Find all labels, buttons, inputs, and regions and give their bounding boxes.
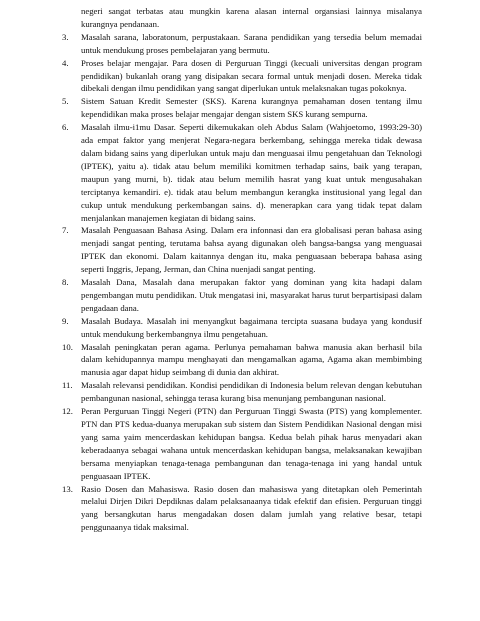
list-item-text: Masalah ilmu-i1mu Dasar. Seperti dikemukakan oleh Abdus Salam (Wahjoetomo, 1993:29-30) ada empat faktor yang menjerat Negara-negara berkembang, sehingga mereka tidak dewasa dalam bidang sains yang diperlukan untuk maju dan menguasai ilmu pengetahuan dan Teknologi (IPTEK), yaitu a). tidak atau belum memiliki komitmen terhadap sains, baik yang terapan, maupun yang murni, b). tidak atau belum memilih hasrat yang kuat untuk mengusahakan terciptanya kemandiri. e). tidak atau belum membangun kerangka institusional yang legal dan cukup untuk mendukung perkembangan sains. d). menerapkan cara yang tidak tepat dalam menjalankan manajemen kegiatan di bidang sains. [81, 122, 422, 223]
list-item [62, 276, 422, 315]
list-item-number: 10. [62, 341, 73, 352]
list-item [62, 405, 422, 482]
list-item-number: 5. [62, 96, 69, 107]
list-item [62, 121, 422, 224]
list-item [62, 31, 422, 57]
list-item-text: Masalah Budaya. Masalah ini menyangkut bagaimana tercipta suasana budaya yang kondusif untuk mendukung berkembangnya ilmu pengetahuan. [81, 315, 422, 339]
list-item-text: Sistem Satuan Kredit Semester (SKS). Karena kurangnya pemahaman dosen tentang ilmu kependidikan maka proses belajar mengajar dengan sistem SKS kurang sempurna. [81, 96, 422, 120]
list-item-number: 6. [62, 122, 69, 133]
list-item-text: Masalah sarana, laboratonum, perpustakaan. Sarana pendidikan yang tersedia belum memadai untuk mendukung proses pembelajaran yang bermutu. [81, 31, 422, 55]
list-item-text: Peran Perguruan Tinggi Negeri (PTN) dan Perguruan Tinggi Swasta (PTS) yang komplementer. PTN dan PTS kedua-duanya merupakan sub sistem dan Sistem Pendidikan Nasional dengan misi yang sama yaim mencerdaskan kehidupan bangsa. Kedua belah pihak harus menyadari akan keberadaanya sebagai wahana untuk mencerdaskan kehidupan bangsa, melaksanakan kewajiban bersama menyiapkan tenaga-tenaga pembangunan dan tenaga-tenaga ini yang handal untuk penguasaan IPTEK. [81, 406, 422, 481]
list-item [62, 483, 422, 535]
list-item [62, 341, 422, 380]
list-item-number: 4. [62, 57, 69, 68]
list-item-text: Proses belajar mengajar. Para dosen di Perguruan Tinggi (kecuali universitas dengan program pendidikan) bukanlah orang yang disipakan secara formal untuk menjadi dosen. Mereka tidak dibekali dengan ilmu pendidikan yang sangat diperlukan untuk melaksnakan tugas pokoknya. [81, 57, 422, 94]
continuation-paragraph [62, 5, 422, 31]
list-item-number: 12. [62, 406, 73, 417]
list-item [62, 224, 422, 276]
list-item [62, 95, 422, 121]
list-item-number: 8. [62, 277, 69, 288]
list-item-text: Masalah peningkatan peran agama. Perlunya pemahaman bahwa manusia akan berhasil bila dalam kehidupannya mampu menghayati dan mengamalkan agama, Agama akan membimbing manusia agar dapat hidup seimbang di dunia dan akhirat. [81, 341, 422, 378]
list-item-number: 11. [62, 380, 73, 391]
list-item [62, 315, 422, 341]
list-item-number: 9. [62, 315, 69, 326]
list-item-text: Rasio Dosen dan Mahasiswa. Rasio dosen dan mahasiswa yang ditetapkan oleh Pemerintah melalui Dirjen Dikri Depdiknas dalam pelaksanaanya tidak efektif dan efisien. Perguruan tinggi yang bersangkutan harus mengadakan dosen dalam jumlah yang relative besar, tetapi penggunaanya tidak maksimal. [81, 483, 422, 533]
list-item [62, 57, 422, 96]
list-item-number: 7. [62, 225, 69, 236]
list-item-text: Masalah Penguasaan Bahasa Asing. Dalam era infonnasi dan era globalisasi peran bahasa asing menjadi sangat penting, terutama bahsa ayang digunakan oleh bangsa-bangsa yang menguasai IPTEK dan ekonomi. Dalam kaitannya dengan itu, maka penguasaan beberapa bahasa asing seperti Inggris, Jepang, Jerman, dan China nuenjadi sangat penting. [81, 225, 422, 275]
list-item-text: Masalah Dana, Masalah dana merupakan faktor yang dominan yang kita hadapi dalam pengembangan mutu pendidikan. Utuk mengatasi ini, masyarakat harus turut berpartisipasi dalam pengadaan dana. [81, 277, 422, 313]
list-item-text: Masalah relevansi pendidikan. Kondisi pendidikan di Indonesia belum relevan dengan kebutuhan pembangunan nasional, sehingga terasa kurang bisa menunjang pembangunan nasional. [81, 380, 422, 404]
list-item-number: 3. [62, 31, 69, 42]
document-body [62, 5, 422, 534]
list-item [62, 379, 422, 405]
list-item-number: 13. [62, 483, 73, 494]
continuation-text: negeri sangat terbatas atau mungkin karena alasan internal organsiasi lainnya misalanya kurangnya pendanaan. [81, 6, 422, 29]
